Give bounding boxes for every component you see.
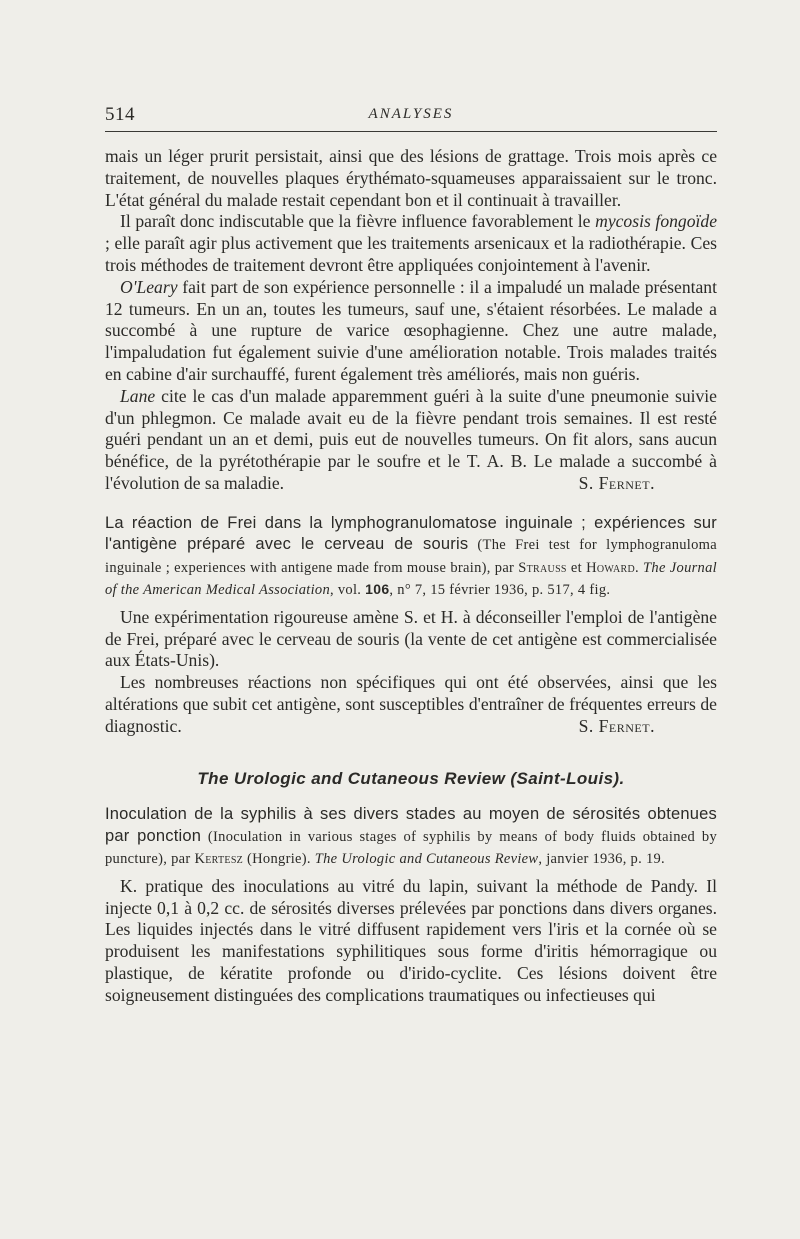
- journal-jama: The Journal of the American Medical Association: [105, 559, 717, 599]
- text-run: ; elle paraît agir plus activement que les traitements arsenicaux et la radiothérapie. Ces trois méthodes de traitement devront être appliquées conjointement à l'avenir.: [105, 233, 717, 275]
- signature-fernet-1: S. Fernet.: [578, 472, 655, 493]
- author-strauss: Strauss: [518, 559, 567, 576]
- article-heading-frei: [105, 512, 717, 601]
- ref-text: et: [566, 559, 587, 576]
- author-lane: Lane: [120, 385, 156, 406]
- term-mycosis: mycosis fongoïde: [595, 211, 718, 232]
- text-run: fait part de son expérience personnelle : il a impaludé un malade présentant 12 tumeurs. En un an, toutes les tumeurs, sauf une, s'étaient résorbées. Le malade a succombé à une rupture de varice œsophagienne. Chez une autre malade, l'impaludation fut également suivie d'une amélioration notable. Trois malades traités en cabine d'air surchauffé, furent également très améliorés, mais non guéris.: [105, 276, 717, 384]
- ref-text: .: [635, 559, 644, 576]
- ref-text: (Hongrie).: [243, 851, 315, 868]
- paragraph-frei-2: [105, 672, 717, 737]
- author-howard: Howard: [586, 559, 635, 576]
- paragraph-fever-conclusion: [105, 211, 717, 276]
- text-run: Il paraît donc indiscutable que la fièvre influence favorablement le: [120, 211, 596, 232]
- header-rule: [105, 131, 717, 132]
- ref-text: , janvier 1936, p. 19.: [538, 851, 665, 868]
- signature-fernet-2: S. Fernet.: [578, 715, 655, 736]
- journal-section-heading: The Urologic and Cutaneous Review (Saint-Louis).: [197, 768, 625, 788]
- paragraph-continuation: mais un léger prurit persistait, ainsi que des lésions de grattage. Trois mois après ce traitement, de nouvelles plaques érythémato-squameuses apparaissaient sur le tronc. L'état général du malade restait cependant bon et il continuait à travailler.: [105, 146, 717, 210]
- page-number: 514: [105, 104, 135, 125]
- author-oleary: O'Leary: [120, 276, 178, 297]
- article-title-inoculation: Inoculation de la syphilis à ses divers stades au moyen de sérosités obtenues par ponction: [105, 805, 717, 845]
- ref-text: (Inoculation in various stages of syphilis by means of body fluids obtained by puncture), par: [105, 828, 717, 868]
- author-kertesz: Kertesz: [194, 851, 244, 868]
- ref-text: , n° 7, 15 février 1936, p. 517, 4 fig.: [389, 582, 611, 599]
- paragraph-inoculation-1: K. pratique des inoculations au vitré du lapin, suivant la méthode de Pandy. Il injecte 0,1 à 0,2 cc. de sérosités diverses prélevées par ponctions dans divers organes. Les liquides injectés dans le vitré diffusent rapidement vers l'iris et la cornée où se produisent les manifestations syphilitiques sous forme d'iritis hémorragique ou plastique, de kératite profonde ou d'irido-cyclite. Ces lésions doivent être soigneusement distinguées des complications traumatiques ou infectieuses qui: [105, 875, 717, 1005]
- page-header: [105, 104, 717, 130]
- article-heading-inoculation: [105, 803, 717, 870]
- volume-number: 106: [365, 581, 390, 598]
- text-run: Les nombreuses réactions non spécifiques qui ont été observées, ainsi que les altérations que subit cet antigène, sont susceptibles d'entraîner de fréquentes erreurs de diagnostic.: [105, 672, 717, 736]
- ref-text: , vol.: [330, 582, 366, 599]
- paragraph-frei-1: Une expérimentation rigoureuse amène S. et H. à déconseiller l'emploi de l'antigène de Frei, préparé avec le cerveau de souris (la vente de cet antigène est commercialisée aux États-Unis).: [105, 606, 717, 671]
- journal-urologic: The Urologic and Cutaneous Review: [314, 851, 539, 868]
- paragraph-oleary: [105, 277, 717, 386]
- ref-text: (The Frei test for lymphogranuloma inguinale ; experiences with antigene made from mouse brain), par: [105, 537, 717, 576]
- text-run: cite le cas d'un malade apparemment guéri à la suite d'une pneumonie suivie d'un phlegmon. Ce malade avait eu de la fièvre pendant trois semaines. Il est resté guéri pendant un an et demi, puis eut de nouvelles tumeurs. On fit alors, sans aucun bénéfice, de la pyrétothérapie par le soufre et le T. A. B. Le malade a succombé à l'évolution de sa maladie.: [105, 385, 717, 493]
- running-title: ANALYSES: [368, 106, 454, 122]
- paragraph-lane: [105, 386, 717, 495]
- body-text: [105, 146, 717, 1007]
- article-title-frei: La réaction de Frei dans la lymphogranulomatose inguinale ; expériences sur l'antigène préparé avec le cerveau de souris: [105, 513, 717, 554]
